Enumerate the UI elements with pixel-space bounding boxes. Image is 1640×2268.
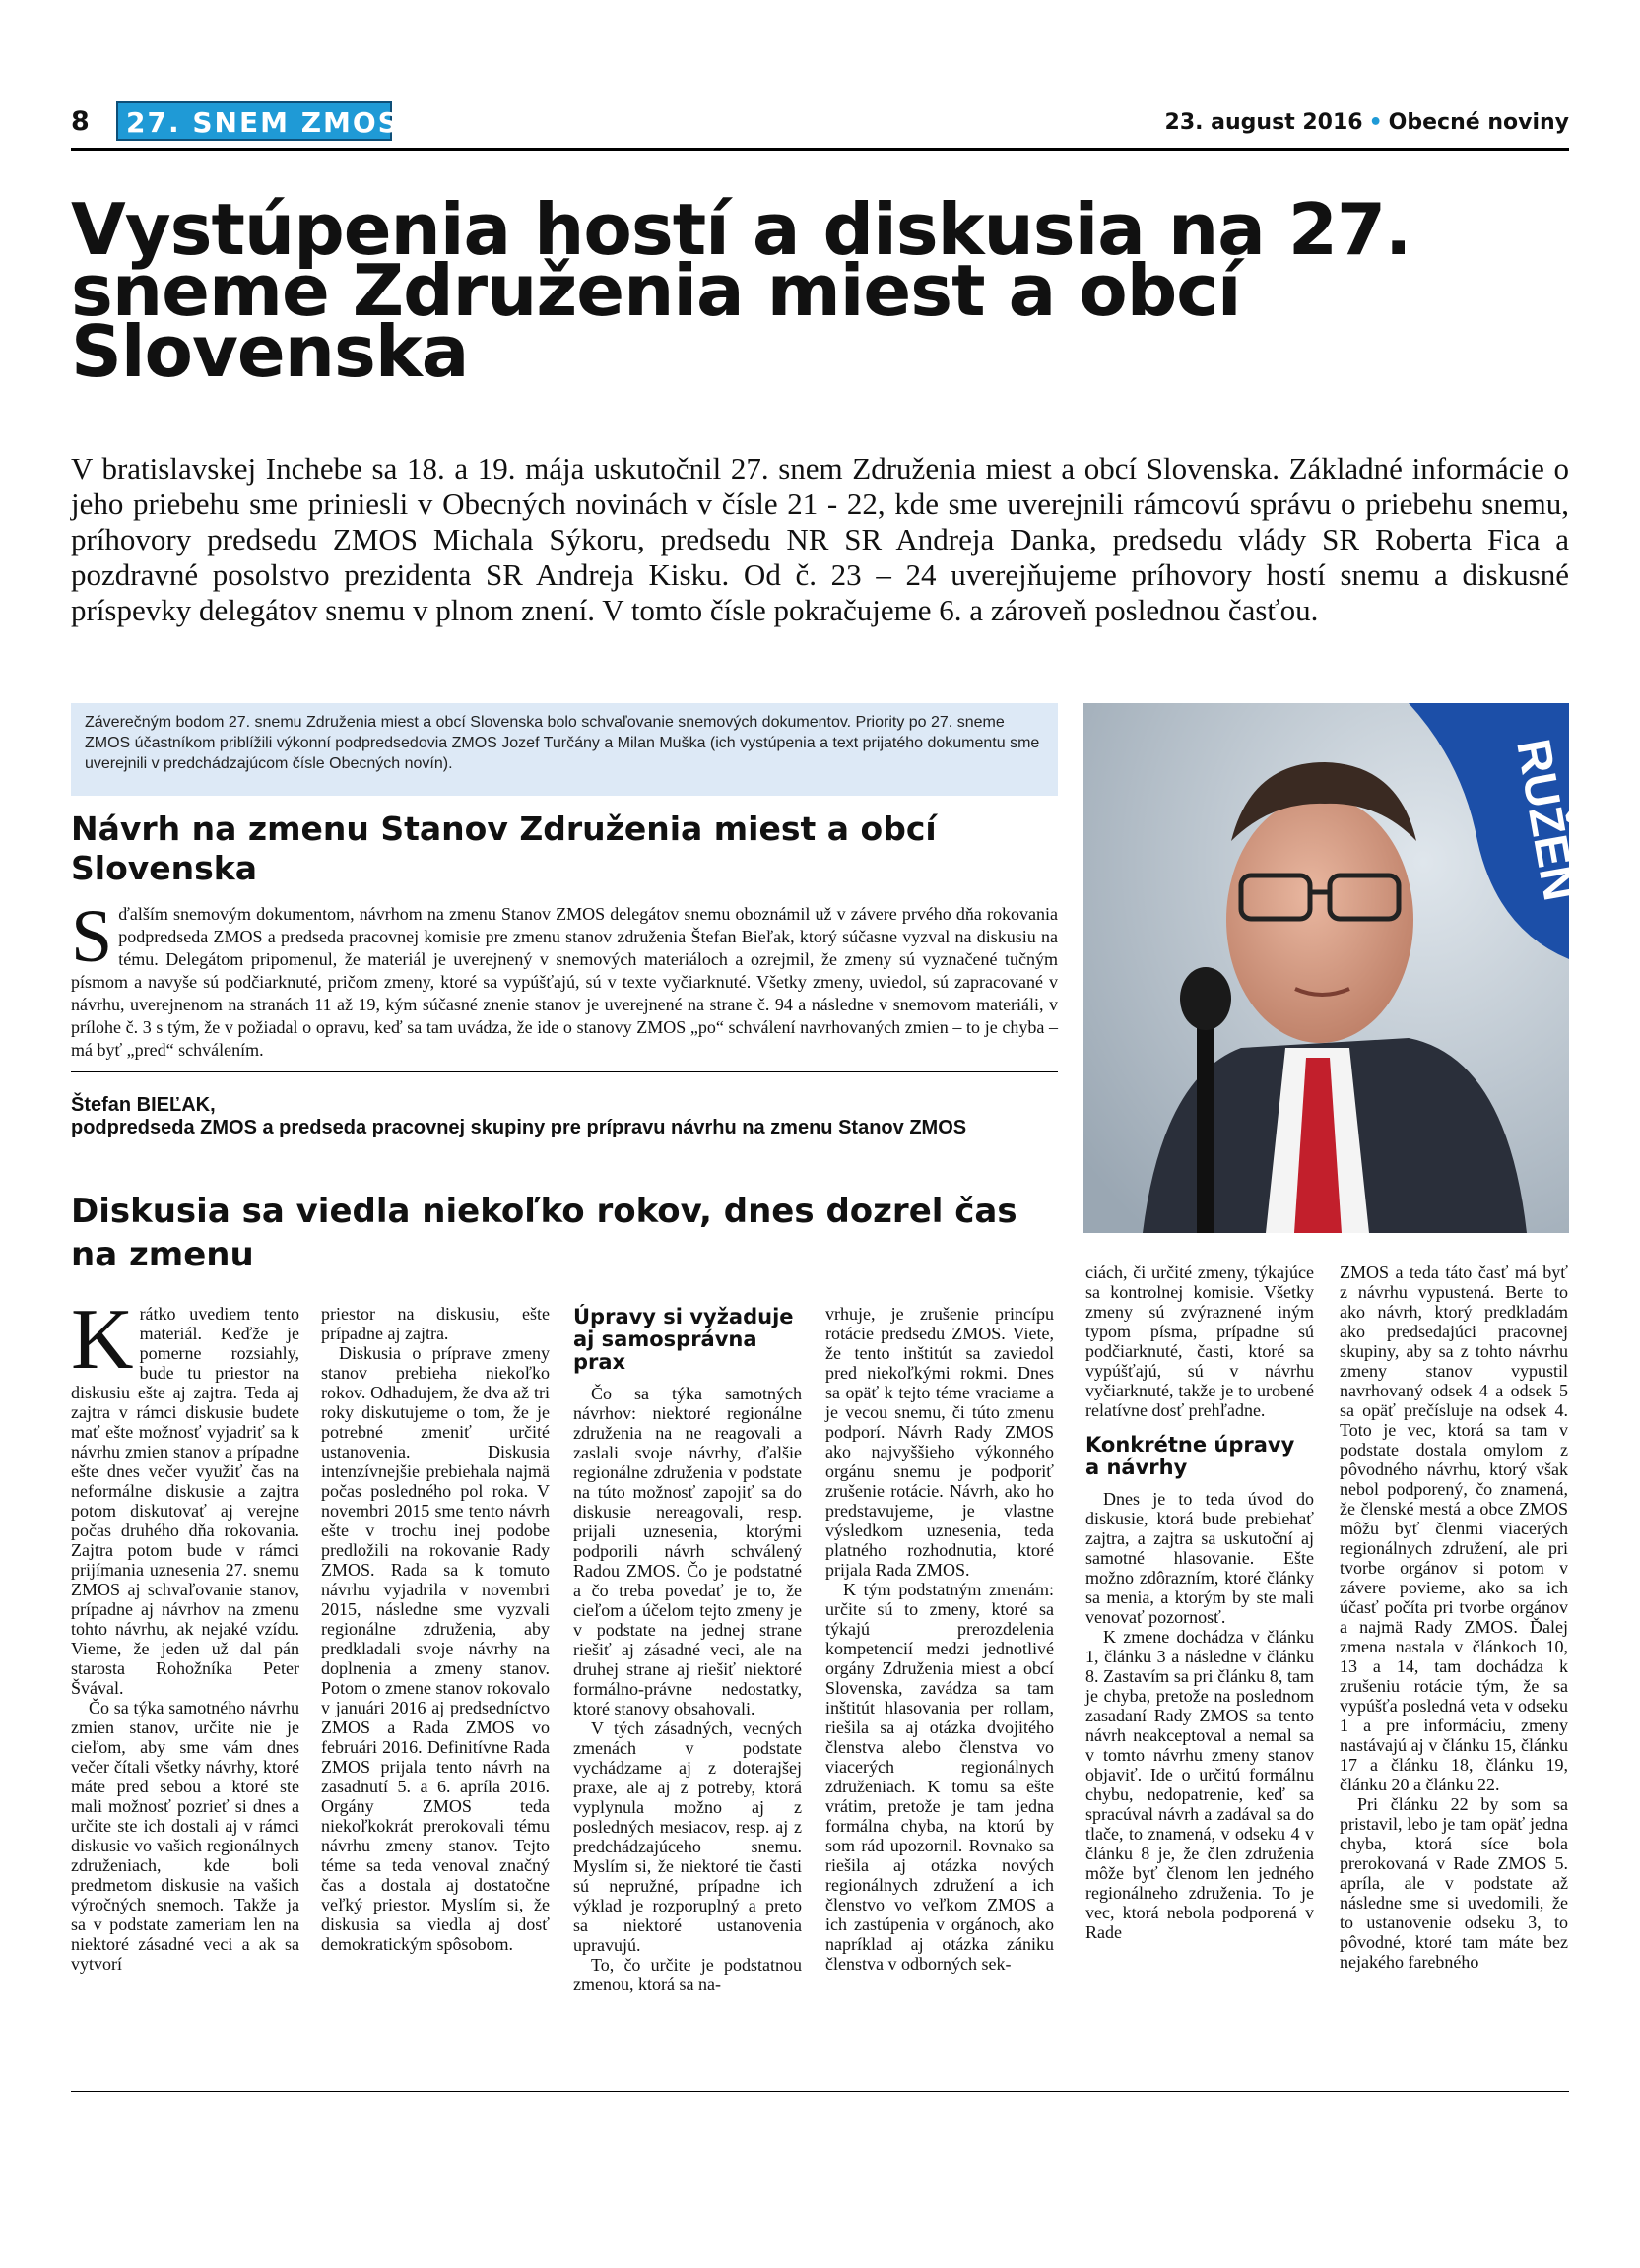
masthead-info	[1165, 110, 1569, 135]
column-4	[825, 1304, 1054, 1974]
column-text: vrhuje, je zrušenie princípu rotácie predsedu ZMOS. Viete, že tento inštitút sa zaviedol pred niekoľkými rokmi. Dnes sa opäť k tejto téme vraciame a je vecou snemu, či túto zmenu podporí. Návrh Rady ZMOS ako najvyššieho výkonného orgánu snemu je podporiť zrušenie rotácie. Návrh, ako ho predstavujeme, je vlastne výsledkom uznesenia, teda platného rozhodnutia, ktoré prijala Rada ZMOS.	[825, 1304, 1054, 1580]
section-label: 27. SNEM ZMOS	[116, 101, 392, 141]
column-text: Pri článku 22 by som sa pristavil, lebo je tam opäť jedna chyba, ktorá síce bola prerokovaná v Rade ZMOS 5. apríla, ale v podstate až následne sme si uvedomili, že to ustanovenie odseku 3, to pôvodné, ktoré tam máte bez nejakého farebného	[1340, 1794, 1568, 1972]
author-name: Štefan BIEĽAK,	[71, 1094, 216, 1116]
column-text: K tým podstatným zmenám: určite sú to zmeny, ktoré sa týkajú prerozdelenia kompetencií medzi jednotlivé orgány Združenia miest a obcí Slovenska, zavádza sa tam inštitút hlasovania per rollam, riešila sa aj otázka dvojitého členstva alebo členstva vo viacerých regionálnych združeniach. K tomu sa ešte vrátim, pretože je tam jedna formálna chyba, na ktorú by som rád upozornil. Rovnako sa riešila aj otázka nových regionálnych združení a ich členstvo vo veľkom ZMOS a ich zastúpenia v orgánoch, ako napríklad aj otázka zániku členstva v odborných sek-	[825, 1580, 1054, 1974]
column-text: To, čo určite je podstatnou zmenou, ktorá sa na-	[573, 1955, 802, 1994]
headline: Vystúpenia hostí a diskusia na 27. sneme Združenia miest a obcí Slovenska	[71, 188, 1411, 393]
column-text: ZMOS a teda táto časť má byť z návrhu vypustená. Berte to ako návrh, ktorý predkladám ako predsedajúci pracovnej skupiny, aby sa z tohto návrhu zmeny stanov vypustil navrhovaný odsek 4 a odsek 5 sa opäť prečísluje na odsek 4. Toto je vec, ktorá sa tam v podstate dostala omylom z pôvodného návrhu, ktorý však nebol podporený, čo znamená, že členské mestá a obce ZMOS môžu byť členmi viacerých regionálnych združení, ale pri tvorbe orgánov si potom v závere povieme, ako sa ich účasť počíta pri tvorbe orgánov a najmä Rady ZMOS. Ďalej zmena nastala v článkoch 10, 13 a 14, tam dochádza k zrušeniu rotácie tým, že sa vypúšťa posledná veta v odseku 1 a pre informáciu, zmeny nastávajú aj v článku 15, článku 17 a článku 18, článku 19, článku 20 a článku 22.	[1340, 1263, 1568, 1794]
column-text: priestor na diskusiu, ešte prípadne aj zajtra.	[321, 1304, 550, 1343]
photo-caption: Záverečným bodom 27. snemu Združenia miest a obcí Slovenska bolo schvaľovanie snemových dokumentov. Priority po 27. sneme ZMOS účastníkom priblížili výkonní podpredsedovia ZMOS Jozef Turčány a Milan Muška (ich vystúpenia a text prijatého dokumentu sme uverejnili v predchádzajúcom čísle Obecných novín).	[71, 703, 1058, 796]
author-role: podpredseda ZMOS a predseda pracovnej skupiny pre prípravu návrhu na zmenu Stanov ZMOS	[71, 1117, 967, 1138]
column-5	[1085, 1263, 1314, 1942]
header-rule	[71, 148, 1569, 151]
section-title-discussion: Diskusia sa viedla niekoľko rokov, dnes dozrel čas na zmenu	[71, 1192, 1017, 1274]
publication-name: Obecné noviny	[1388, 110, 1569, 135]
column-3	[573, 1304, 802, 1994]
author-byline	[71, 1094, 1058, 1139]
drop-cap: S	[71, 895, 113, 978]
issue-date: 23. august 2016	[1164, 110, 1363, 135]
lead-paragraph: V bratislavskej Inchebe sa 18. a 19. mája uskutočnil 27. snem Združenia miest a obcí Slovenska. Základné informácie o jeho priebehu sme priniesli v Obecných novinách v čísle 21 - 22, kde sme uverejnili rámcovú správu o priebehu snemu, príhovory predsedu ZMOS Michala Sýkoru, predsedu NR SR Andreja Danka, predsedu vlády SR Roberta Fica a pozdravné posolstvo prezidenta SR Andreja Kisku. Od č. 23 – 24 uverejňujeme príhovory hostí snemu a diskusné príspevky delegátov snemu v plnom znení. V tomto čísle pokračujeme 6. a zároveň poslednou časťou.	[71, 451, 1569, 627]
column-text: K zmene dochádza v článku 1, článku 3 a následne v článku 8. Zastavím sa pri článku 8, tam je chyba, pretože na poslednom zasadaní Rady ZMOS sa tento návrh neakceptoval a nemal sa v tomto návrhu zmeny stanov objaviť. Ide o určitú formálnu chybu, nedopatrenie, keď sa spracúval návrh a zadával sa do tlače, to znamená, v odseku 4 v článku 8 je, že člen združenia môže byť členom len jedného regionálneho združenia. To je vec, ktorá nebola podporená v Rade	[1085, 1627, 1314, 1942]
separator-dot: •	[1368, 110, 1383, 135]
drop-cap: K	[71, 1292, 134, 1388]
column-text: Dnes je to teda úvod do diskusie, ktorá bude prebiehať zajtra, a zajtra sa uskutoční aj samotné hlasovanie. Ešte možno zdôrazním, ktoré články sa menia, a ktorým by ste mali venovať pozornosť.	[1085, 1489, 1314, 1627]
column-text: Diskusia o príprave zmeny stanov prebieha niekoľko rokov. Odhadujem, že dva až tri roky diskutujeme o tom, že je potrebné zmeniť určité ustanovenia. Diskusia intenzívnejšie prebiehala najmä počas posledného pol roka. V novembri 2015 sme tento návrh ešte v trochu inej podobe predložili na rokovanie Rady ZMOS. Rada sa k tomuto návrhu vyjadrila v novembri 2015, následne sme vyzvali regionálne združenia, aby predkladali svoje návrhy na doplnenia a zmeny stanov. Potom o zmene stanov rokovalo v januári 2016 aj predsedníctvo ZMOS a Rada ZMOS vo februári 2016. Definitívne Rada ZMOS prijala tento návrh na zasadnutí 5. a 6. apríla 2016. Orgány ZMOS teda niekoľkokrát prerokovali tému návrhu zmeny stanov. Tejto téme sa teda venoval značný čas a dostala aj dostatočne veľký priestor. Myslím si, že diskusia sa viedla aj dosť demokratickým spôsobom.	[321, 1343, 550, 1954]
column-6	[1340, 1263, 1568, 1972]
column-text: Čo sa týka samotných návrhov: niektoré regionálne združenia na ne reagovali a zaslali svoje návrhy, ďalšie regionálne združenia v podstate na túto možnosť zapojiť sa do diskusie nereagovali, resp. prijali uznesenia, ktorými podporili návrh schválený Radou ZMOS. Čo je podstatné a čo treba povedať je to, že cieľom a účelom tejto zmeny je v podstate na jednej strane riešiť aj zásadné veci, ale na druhej strane aj riešiť niektoré formálno-právne nedostatky, ktoré stanovy obsahovali.	[573, 1384, 802, 1718]
logo-text: RUŽEN	[1506, 735, 1587, 905]
column-text: rátko uvediem tento materiál. Keďže je pomerne rozsiahly, bude tu priestor na diskusiu ešte aj zajtra. Teda aj zajtra v rámci diskusie budete mať ešte možnosť vyjadriť sa k návrhu zmien stanov a prípadne ešte dnes večer využiť čas na neformálne diskusie a zajtra potom diskutovať aj verejne počas druhého dňa rokovania. Zajtra potom bude v rámci prijímania uznesenia 27. snemu ZMOS aj schvaľovanie stanov, prípadne aj návrhov na zmenu tohto návrhu, ak nejaké vzídu. Vieme, že jeden už dal pán starosta Rohožníka Peter Švával.	[71, 1304, 299, 1698]
divider	[71, 1071, 1058, 1072]
page-number: 8	[71, 106, 90, 137]
subheading: Konkrétne úpravy a návrhy	[1085, 1433, 1295, 1479]
section-title-statutes: Návrh na zmenu Stanov Združenia miest a obcí Slovenska	[71, 810, 937, 887]
portrait-photo	[1083, 703, 1587, 1233]
footer-rule	[71, 2091, 1569, 2092]
column-2	[321, 1304, 550, 1954]
column-1	[71, 1292, 299, 1974]
column-text: V tých zásadných, vecných zmenách v podstate vychádzame aj z doterajšej praxe, ale aj z potreby, ktorá vyplynula možno aj z posledných mesiacov, resp. aj z predchádzajúceho snemu. Myslím si, že niektoré tie časti sú nepružné, prípadne ich výklad je rozporuplný a preto sa niektoré ustanovenia upravujú.	[573, 1718, 802, 1955]
subheading: Úpravy si vyžaduje aj samosprávna prax	[573, 1305, 794, 1374]
intro-text: ďalším snemovým dokumentom, návrhom na zmenu Stanov ZMOS delegátov snemu oboznámil už v závere prvého dňa rokovania podpredseda ZMOS a predseda pracovnej komisie pre zmenu stanov združenia Štefan Bieľak, ktorý súčasne vyzval na diskusiu na tému. Delegátom pripomenul, že materiál je uverejnený v snemových materiáloch a ozrejmil, že zmeny sú vyznačené tučným písmom a navyše sú podčiarknuté, pričom zmeny, ktoré sa vypúšťajú, sú v texte vyčiarknuté. Všetky zmeny, uviedol, sú zapracované v návrhu, uverejnenom na stranách 11 až 19, kým súčasné znenie stanov je uverejnené na strane č. 94 a následne v snemovom materiáli, v prílohe č. 3 s tým, že v požiadal o opravu, keď sa tam uvádza, že ide o stanovy ZMOS „po“ schválení navrhovaných zmien – to je chyba – má byť „pred“ schválením.	[71, 904, 1058, 1060]
section-intro-body	[71, 895, 1058, 1062]
column-text: ciách, či určité zmeny, týkajúce sa kontrolnej komisie. Všetky zmeny sú zvýraznené iným typom písma, prípadne sú podčiarknuté, časti, ktoré sa vypúšťajú, sú v návrhu vyčiarknuté, takže je to urobené relatívne dosť prehľadne.	[1085, 1263, 1314, 1420]
column-text: Čo sa týka samotného návrhu zmien stanov, určite nie je cieľom, aby sme vám dnes večer čítali všetky návrhy, ktoré máte pred sebou a ktoré ste mali možnosť pozrieť si dnes a určite ste ich dostali aj v rámci diskusie vo vašich regionálnych združeniach, kde boli predmetom diskusie na vašich výročných snemoch. Takže ja sa v podstate zameriam len na niektoré zásadné veci a ak sa vytvorí	[71, 1698, 299, 1974]
